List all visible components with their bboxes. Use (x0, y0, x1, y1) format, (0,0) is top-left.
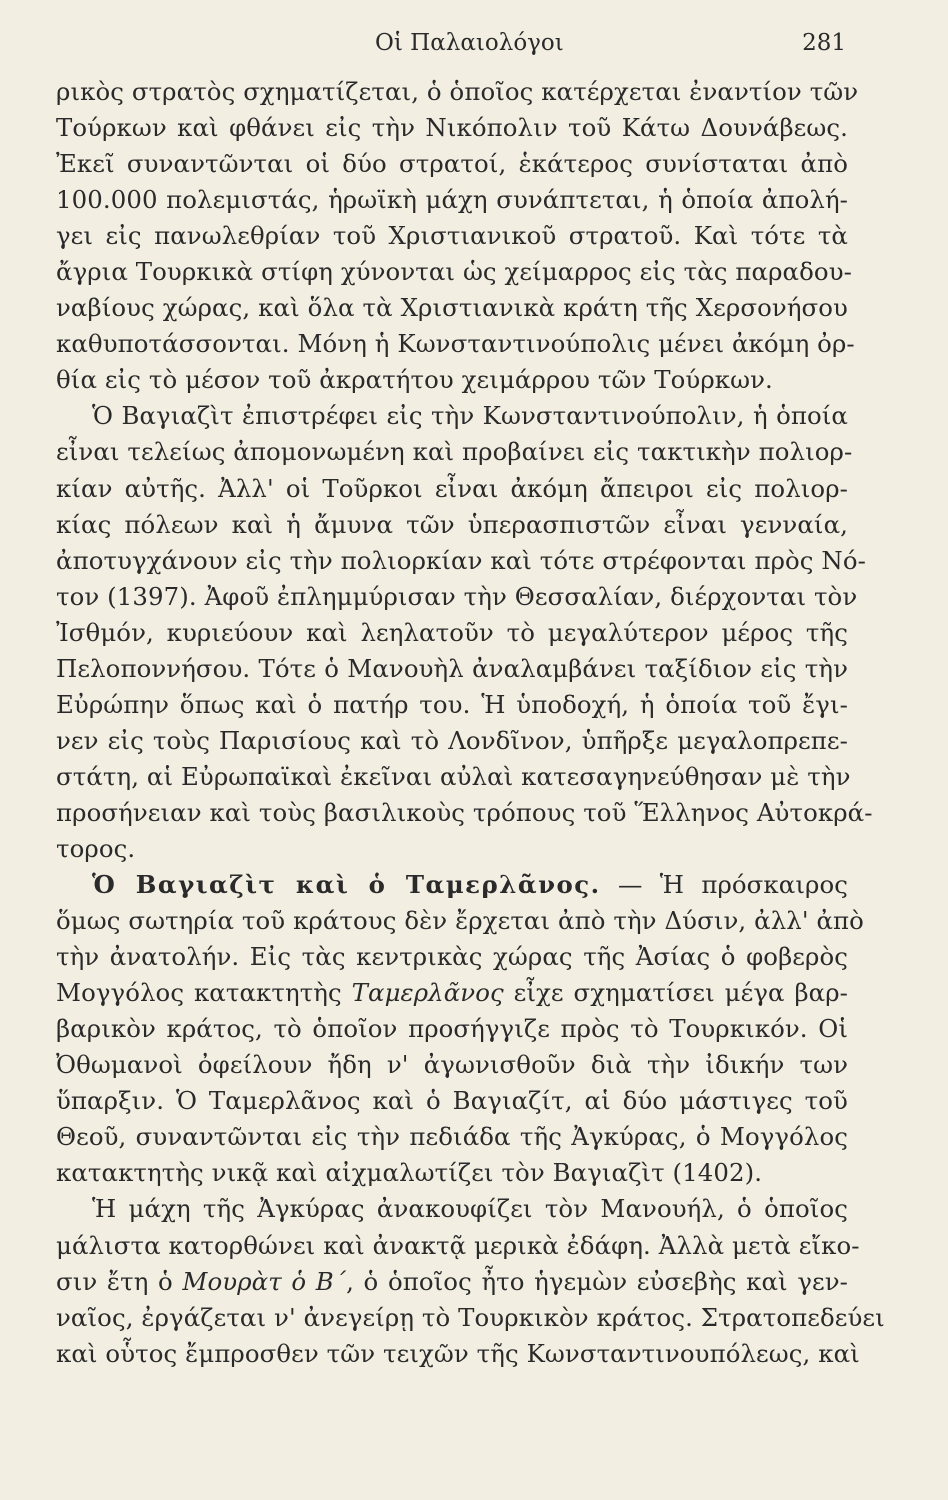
text-line: προσήνειαν καὶ τοὺς βασιλικοὺς τρόπους τοῦ Ἕλληνος Αὐτοκρά- (56, 797, 873, 827)
text-line (56, 1264, 848, 1300)
text-line: 100.000 πολεμιστάς, ἡρωϊκὴ μάχη συνάπτεται, ἡ ὁποία ἀπολή- (56, 185, 848, 215)
text-line (56, 975, 848, 1011)
text-line: Ἰσθμόν, κυριεύουν καὶ λεηλατοῦν τὸ μεγαλύτερον μέρος τῆς (56, 617, 848, 647)
text-fragment: Μογγόλος κατακτητὴς (56, 978, 342, 1008)
text-line: Θεοῦ, συναντῶνται εἰς τὴν πεδιάδα τῆς Ἀγκύρας, ὁ Μογγόλος (56, 1122, 848, 1152)
text-fragment: σιν ἔτη ὁ (56, 1266, 173, 1296)
text-line: ὅμως σωτηρία τοῦ κράτους δὲν ἔρχεται ἀπὸ τὴν Δύσιν, ἀλλ' ἀπὸ (56, 906, 864, 936)
text-line: γει εἰς πανωλεθρίαν τοῦ Χριστιανικοῦ στρατοῦ. Καὶ τότε τὰ (56, 221, 848, 251)
body-text (56, 74, 885, 1372)
text-line: Εὐρώπην ὅπως καὶ ὁ πατήρ του. Ἡ ὑποδοχή, ἡ ὁποία τοῦ ἔγι- (56, 689, 848, 719)
section-line (56, 867, 848, 903)
text-line: καὶ οὗτος ἔμπροσθεν τῶν τειχῶν τῆς Κωνσταντινουπόλεως, καὶ (56, 1338, 860, 1368)
text-line: τον (1397). Ἀφοῦ ἐπλημμύρισαν τὴν Θεσσαλίαν, διέρχονται τὸν (56, 581, 858, 611)
page-number: 281 (802, 30, 846, 56)
text-line: Πελοποννήσου. Τότε ὁ Μανουὴλ ἀναλαμβάνει ταξίδιον εἰς τὴν (56, 653, 848, 683)
text-line: κίαν αὐτῆς. Ἀλλ' οἱ Τοῦρκοι εἶναι ἀκόμη ἄπειροι εἰς πολιορ- (56, 473, 848, 503)
text-line: μάλιστα κατορθώνει καὶ ἀνακτᾷ μερικὰ ἐδάφη. Ἀλλὰ μετὰ εἴκο- (56, 1230, 860, 1260)
text-line: στάτη, αἱ Εὐρωπαϊκαὶ ἐκεῖναι αὐλαὶ κατεσαγηνεύθησαν μὲ τὴν (56, 761, 851, 791)
section-heading: Ὁ Βαγιαζὶτ καὶ ὁ Ταμερλᾶνος. (92, 870, 601, 900)
text-line: ἄγρια Τουρκικὰ στίφη χύνονται ὡς χείμαρρος εἰς τὰς παραδου- (56, 257, 852, 287)
running-head (0, 22, 948, 62)
text-line: τὴν ἀνατολήν. Εἰς τὰς κεντρικὰς χώρας τῆς Ἀσίας ὁ φοβερὸς (56, 942, 848, 972)
italic-term-murad: Μουρὰτ ὁ Β΄ (182, 1266, 347, 1296)
text-line: ρικὸς στρατὸς σχηματίζεται, ὁ ὁποῖος κατέρχεται ἐναντίον τῶν (56, 77, 859, 106)
text-line: Ἐκεῖ συναντῶνται οἱ δύο στρατοί, ἑκάτερος συνίσταται ἀπὸ (56, 149, 848, 179)
text-line: Ὀθωμανοὶ ὀφείλουν ἤδη ν' ἀγωνισθοῦν διὰ τὴν ἰδικήν των (56, 1050, 848, 1080)
running-head-title: Οἱ Παλαιολόγοι (375, 30, 564, 56)
text-line: Ὁ Βαγιαζὶτ ἐπιστρέφει εἰς τὴν Κωνσταντινούπολιν, ἡ ὁποία (92, 401, 848, 431)
text-line: ὕπαρξιν. Ὁ Ταμερλᾶνος καὶ ὁ Βαγιαζίτ, αἱ δύο μάστιγες τοῦ (56, 1086, 848, 1116)
text-line: καθυποτάσσονται. Μόνη ἡ Κωνσταντινούπολις μένει ἀκόμη ὀρ- (56, 329, 855, 359)
text-line: κίας πόλεων καὶ ἡ ἄμυνα τῶν ὑπερασπιστῶν εἶναι γενναία, (56, 509, 848, 539)
text-line: νεν εἰς τοὺς Παρισίους καὶ τὸ Λονδῖνον, ὑπῆρξε μεγαλοπρεπε- (56, 725, 848, 755)
text-line: θία εἰς τὸ μέσον τοῦ ἀκρατήτου χειμάρρου τῶν Τούρκων. (56, 365, 773, 395)
text-fragment: εἶχε σχηματίσει μέγα βαρ- (513, 978, 849, 1008)
text-line: Τούρκων καὶ φθάνει εἰς τὴν Νικόπολιν τοῦ Κάτω Δουνάβεως. (56, 113, 848, 143)
text-line: εἶναι τελείως ἀπομονωμένη καὶ προβαίνει εἰς τακτικὴν πολιορ- (56, 437, 853, 467)
text-line: κατακτητὴς νικᾷ καὶ αἰχμαλωτίζει τὸν Βαγιαζὶτ (1402). (56, 1158, 763, 1188)
italic-term-tamerlane: Ταμερλᾶνος (351, 978, 504, 1008)
text-line: τορος. (56, 833, 136, 863)
text-line: βαρικὸν κράτος, τὸ ὁποῖον προσήγγιζε πρὸς τὸ Τουρκικόν. Οἱ (56, 1014, 848, 1044)
text-line: ναῖος, ἐργάζεται ν' ἀνεγείρῃ τὸ Τουρκικὸν κράτος. Στρατοπεδεύει (56, 1302, 885, 1332)
text-line: ἀποτυγχάνουν εἰς τὴν πολιορκίαν καὶ τότε στρέφονται πρὸς Νό- (56, 545, 866, 575)
text-line: Ἡ μάχη τῆς Ἀγκύρας ἀνακουφίζει τὸν Μανουήλ, ὁ ὁποῖος (92, 1194, 848, 1224)
text-fragment: , ὁ ὁποῖος ἦτο ἡγεμὼν εὐσεβὴς καὶ γεν- (346, 1266, 848, 1296)
text-fragment: — Ἡ πρόσκαιρος (617, 870, 848, 900)
text-line: ναβίους χώρας, καὶ ὅλα τὰ Χριστιανικὰ κράτη τῆς Χερσονήσου (56, 293, 848, 323)
